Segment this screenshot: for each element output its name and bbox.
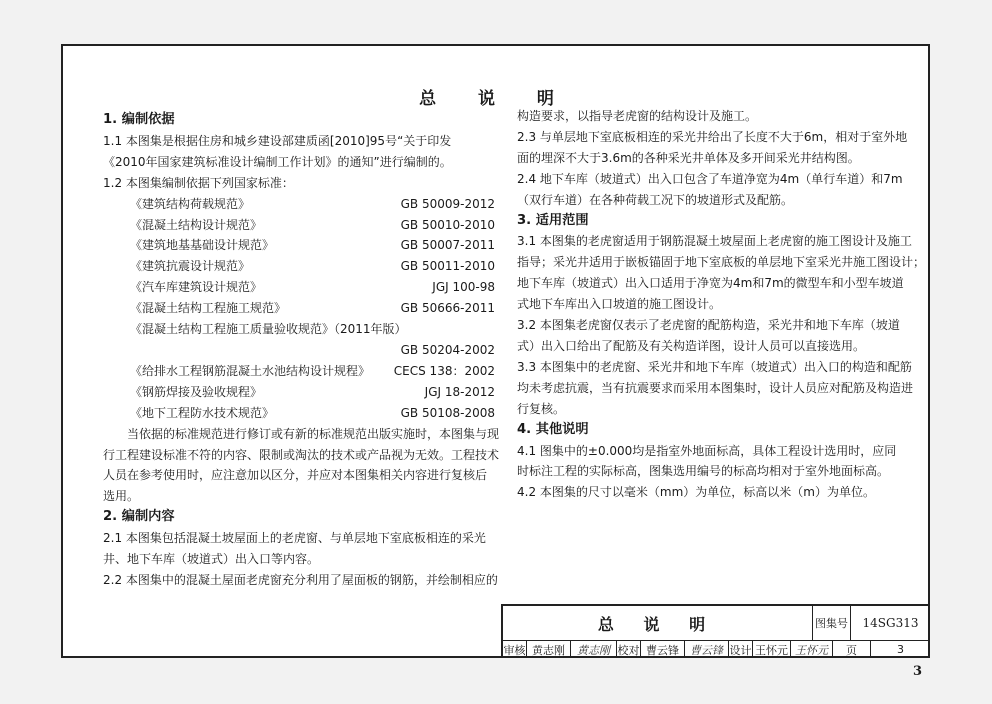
para-4-1-a: 4.1 图集中的±0.000均是指室外地面标高，具体工程设计选用时，应同 [517,443,897,458]
page-number: 3 [912,664,922,679]
para-2-4-b: （双行车道）在各种荷载工况下的坡道形式及配筋。 [517,192,794,207]
standard-row [103,256,495,277]
standard-code: GB 50011-2010 [400,259,495,274]
para-2-1-b: 井、地下车库（坡道式）出入口等内容。 [103,552,320,567]
atlas-number-label: 图集号 [813,606,851,640]
para-3-3-c: 行复核。 [517,401,566,416]
standard-row [103,194,495,215]
section-3-heading: 3. 适用范围 [517,212,589,228]
reviewer-signature: 黄志刚 [571,641,617,658]
standard-code: CECS 138：2002 [393,363,495,378]
para-2-1-a: 2.1 本图集包括混凝土坡屋面上的老虎窗、与单层地下室底板相连的采光 [103,531,486,546]
para-3-2-b: 式）出入口给出了配筋及有关构造详图，设计人员可以直接选用。 [517,338,866,353]
para-1-1-a: 1.1 本图集是根据住房和城乡建设部建质函[2010]95号“关于印发 [103,133,452,148]
standard-row [103,277,495,298]
left-column [103,110,500,591]
standard-name: 《混凝土结构工程施工规范》 [130,301,287,316]
standard-name: 《给排水工程钢筋混凝土水池结构设计规程》 [130,363,371,378]
title-block [501,604,930,658]
para-3-1-c: 地下车库（坡道式）出入口适用于净宽为4m和7m的微型车和小型车坡道 [517,276,904,291]
section-1-heading: 1. 编制依据 [103,112,175,127]
standard-code: JGJ 18-2012 [424,384,495,399]
para-2-3-a: 2.3 与单层地下室底板相连的采光井给出了长度不大于6m，相对于室外地 [517,129,908,144]
standard-name: 《混凝土结构设计规范》 [130,217,263,232]
title-block-top [503,606,930,641]
note-line: 行工程建设标准不符的内容、限制或淘汰的技术或产品视为无效。工程技术 [103,447,500,462]
designer-name: 王怀元 [753,641,791,658]
page-number-cell: 3 [897,643,904,656]
para-4-1-b: 时标注工程的实际标高，图集选用编号的标高均相对于室外地面标高。 [517,464,890,479]
reviewer-name: 黄志刚 [527,641,571,658]
para-3-1-d: 式地下车库出入口坡道的施工图设计。 [517,297,722,312]
standard-row [103,382,495,403]
standard-name: 《建筑结构荷载规范》 [130,196,251,211]
standard-row [103,298,495,319]
para-3-3-b: 均未考虑抗震，当有抗震要求而采用本图集时，设计人员应对配筋及构造进 [517,380,914,395]
standard-code: GB 50007-2011 [400,238,495,253]
designer-signature: 王怀元 [791,641,833,658]
checker-name: 曹云锋 [641,641,685,658]
standard-name: 《汽车库建筑设计规范》 [130,280,263,295]
drawing-sheet [61,44,930,658]
standard-name: 《建筑地基基础设计规范》 [130,238,275,253]
checker-signature: 曹云锋 [685,641,729,658]
para-3-1-b: 指导；采光井适用于嵌板锚固于地下室底板的单层地下室采光井施工图设计； [517,255,926,270]
review-label: 审核 [503,641,527,658]
page-label: 页 [833,641,871,658]
note-line: 人员在参考使用时，应注意加以区分，并应对本图集相关内容进行复核后 [103,468,488,483]
standard-code: GB 50108-2008 [400,405,495,420]
section-2-heading: 2. 编制内容 [103,509,175,525]
para-2-2-a: 2.2 本图集中的混凝土屋面老虎窗充分利用了屋面板的钢筋，并绘制相应的 [103,572,498,587]
para-2-4-a: 2.4 地下车库（坡道式）出入口包含了车道净宽为4m（单行车道）和7m [517,171,903,186]
para-1-1-b: 《2010年国家建筑标准设计编制工作计划》的通知”进行编制的。 [103,154,452,169]
standard-code: GB 50666-2011 [400,301,495,316]
section-4-heading: 4. 其他说明 [517,421,589,437]
standard-code: JGJ 100-98 [432,280,495,295]
design-label: 设计 [729,641,753,658]
para-3-3-a: 3.3 本图集中的老虎窗、采光井和地下车库（坡道式）出入口的构造和配筋 [517,359,912,374]
standard-row [103,319,495,340]
page-title: 总 说 明 [419,89,572,109]
para-1-2: 1.2 本图集编制依据下列国家标准： [103,175,294,190]
standard-row [103,235,495,256]
check-label: 校对 [617,641,641,658]
atlas-number: 14SG313 [862,616,919,630]
standard-code: GB 50204-2002 [400,342,495,357]
note-line: 选用。 [103,489,140,504]
para-3-2-a: 3.2 本图集老虎窗仅表示了老虎窗的配筋构造，采光井和地下车库（坡道 [517,318,900,333]
standard-name: 《建筑抗震设计规范》 [130,259,251,274]
standard-row [103,361,495,382]
para-4-2: 4.2 本图集的尺寸以毫米（mm）为单位，标高以米（m）为单位。 [517,485,875,500]
para-2-2-b: 构造要求，以指导老虎窗的结构设计及施工。 [517,109,758,123]
para-2-3-b: 面的埋深不大于3.6m的各种采光井单体及多开间采光井结构图。 [517,150,860,165]
standard-code: GB 50010-2010 [400,217,495,232]
signature-row [503,641,930,658]
right-column [517,106,926,503]
standard-name: 《钢筋焊接及验收规程》 [130,384,263,399]
para-3-1-a: 3.1 本图集的老虎窗适用于钢筋混凝土坡屋面上老虎窗的施工图设计及施工 [517,234,912,249]
standard-code: GB 50009-2012 [400,196,495,211]
standard-name: 《地下工程防水技术规范》 [130,405,275,420]
standard-row [103,403,495,424]
note-line: 当依据的标准规范进行修订或有新的标准规范出版实施时，本图集与现 [127,426,500,441]
title-block-title: 总 说 明 [503,606,813,640]
standard-row [103,215,495,236]
standard-name: 《混凝土结构工程施工质量验收规范》（2011年版） [130,322,407,337]
